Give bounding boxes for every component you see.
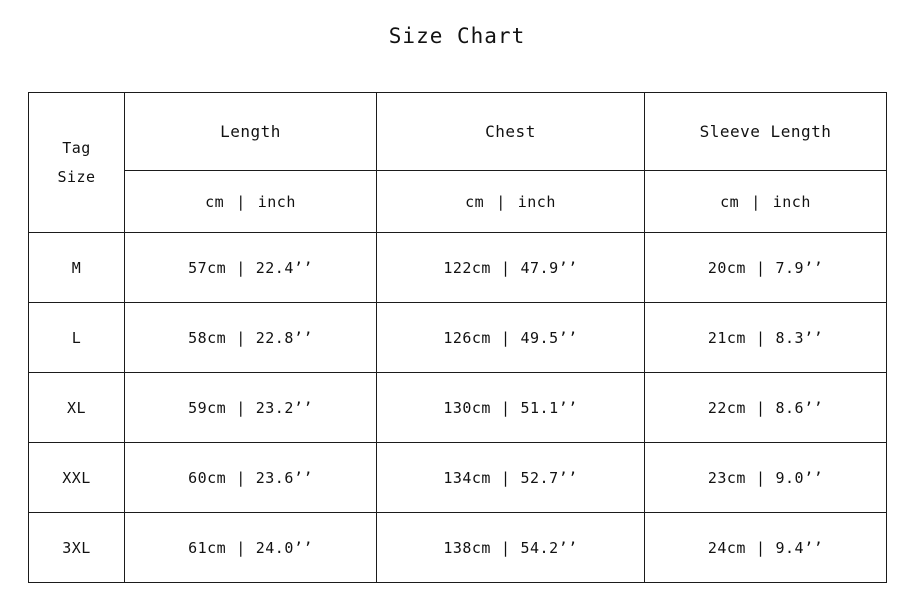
sleeve-cm: 23cm <box>707 468 746 487</box>
table-header <box>29 93 887 233</box>
chest-cm: 138cm <box>443 538 491 557</box>
length-inch: 23.2’’ <box>255 398 313 417</box>
unit-cm-chest: cm <box>465 192 485 211</box>
cell-sleeve <box>645 513 887 583</box>
table-row <box>29 443 887 513</box>
chest-cm: 122cm <box>443 258 491 277</box>
sleeve-inch: 8.6’’ <box>775 398 824 417</box>
length-separator: | <box>236 328 246 347</box>
chest-inch: 47.9’’ <box>520 258 578 277</box>
length-inch: 22.4’’ <box>255 258 313 277</box>
cell-length <box>125 373 377 443</box>
sleeve-inch: 9.4’’ <box>775 538 824 557</box>
table-row <box>29 373 887 443</box>
sleeve-separator: | <box>755 258 766 277</box>
header-group-length: Length <box>125 93 377 171</box>
unit-inch-length: inch <box>257 192 296 211</box>
header-row-groups <box>29 93 887 171</box>
length-cm: 59cm <box>188 398 227 417</box>
header-units-chest <box>377 171 645 233</box>
sleeve-separator: | <box>755 398 766 417</box>
length-separator: | <box>236 538 246 557</box>
sleeve-inch: 7.9’’ <box>775 258 824 277</box>
size-chart-table <box>28 92 887 583</box>
chest-cm: 134cm <box>443 468 491 487</box>
chest-separator: | <box>500 328 511 347</box>
length-cm: 58cm <box>188 328 227 347</box>
sleeve-inch: 9.0’’ <box>775 468 824 487</box>
header-tag-size <box>29 93 125 233</box>
cell-chest <box>377 373 645 443</box>
unit-cm-sleeve: cm <box>720 192 740 211</box>
unit-separator-length: | <box>236 192 246 211</box>
header-group-sleeve-length: Sleeve Length <box>645 93 887 171</box>
length-inch: 23.6’’ <box>255 468 313 487</box>
cell-size: L <box>29 303 125 373</box>
length-cm: 61cm <box>188 538 227 557</box>
cell-chest <box>377 233 645 303</box>
cell-sleeve <box>645 373 887 443</box>
cell-length <box>125 233 377 303</box>
cell-sleeve <box>645 233 887 303</box>
length-inch: 22.8’’ <box>255 328 313 347</box>
length-cm: 57cm <box>188 258 227 277</box>
table-row <box>29 303 887 373</box>
sleeve-cm: 22cm <box>707 398 746 417</box>
unit-inch-chest: inch <box>517 192 556 211</box>
table-body <box>29 233 887 583</box>
chest-cm: 126cm <box>443 328 491 347</box>
length-separator: | <box>236 468 246 487</box>
chest-separator: | <box>500 398 511 417</box>
sleeve-cm: 20cm <box>707 258 746 277</box>
size-chart-table-wrapper <box>28 92 886 583</box>
table-row <box>29 513 887 583</box>
header-units-length <box>125 171 377 233</box>
unit-inch-sleeve: inch <box>772 192 811 211</box>
chest-separator: | <box>500 538 511 557</box>
sleeve-separator: | <box>755 468 766 487</box>
chest-inch: 51.1’’ <box>520 398 578 417</box>
cell-chest <box>377 513 645 583</box>
chest-separator: | <box>500 468 511 487</box>
cell-chest <box>377 303 645 373</box>
unit-separator-sleeve: | <box>751 192 761 211</box>
cell-size: XXL <box>29 443 125 513</box>
sleeve-inch: 8.3’’ <box>775 328 824 347</box>
unit-separator-chest: | <box>496 192 506 211</box>
length-separator: | <box>236 398 246 417</box>
chest-inch: 52.7’’ <box>520 468 578 487</box>
cell-length <box>125 513 377 583</box>
header-group-chest: Chest <box>377 93 645 171</box>
header-tag-line1: Tag <box>62 139 91 157</box>
cell-size: 3XL <box>29 513 125 583</box>
length-separator: | <box>236 258 246 277</box>
chest-inch: 49.5’’ <box>520 328 578 347</box>
length-cm: 60cm <box>188 468 227 487</box>
chest-inch: 54.2’’ <box>520 538 578 557</box>
chest-cm: 130cm <box>443 398 491 417</box>
sleeve-separator: | <box>755 328 766 347</box>
cell-sleeve <box>645 443 887 513</box>
header-tag-line2: Size <box>57 167 96 186</box>
sleeve-cm: 24cm <box>707 538 746 557</box>
length-inch: 24.0’’ <box>255 538 313 557</box>
table-row <box>29 233 887 303</box>
cell-sleeve <box>645 303 887 373</box>
sleeve-separator: | <box>755 538 766 557</box>
header-row-units <box>29 171 887 233</box>
cell-chest <box>377 443 645 513</box>
cell-size: M <box>29 233 125 303</box>
sleeve-cm: 21cm <box>707 328 746 347</box>
cell-size: XL <box>29 373 125 443</box>
unit-cm-length: cm <box>205 192 225 211</box>
chest-separator: | <box>500 258 511 277</box>
cell-length <box>125 443 377 513</box>
page-title: Size Chart <box>388 24 526 48</box>
cell-length <box>125 303 377 373</box>
header-units-sleeve <box>645 171 887 233</box>
